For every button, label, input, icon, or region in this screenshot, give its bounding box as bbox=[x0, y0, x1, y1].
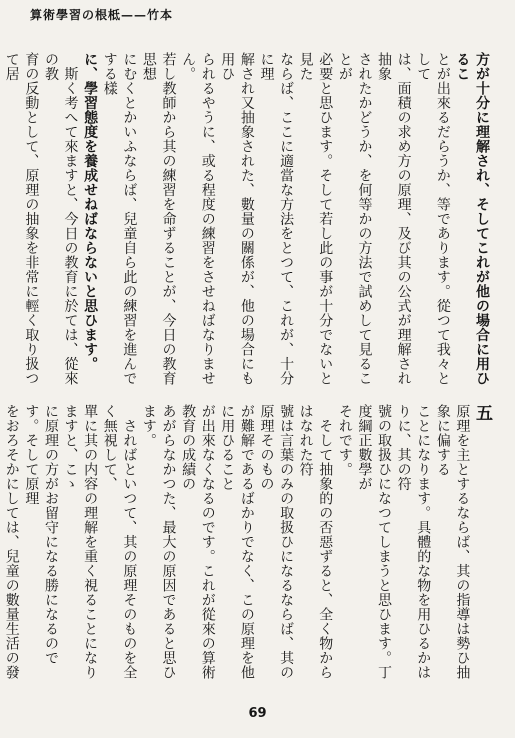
text-column: 號は言葉のみの取扱ひになるならば、其の原理そのもの bbox=[258, 404, 295, 680]
text-column: が難解であるばかりでなく、この原理を他に用ひること bbox=[219, 404, 255, 680]
text-column: あがらなかつた、最大の原因であると思ひます。 bbox=[140, 404, 177, 680]
text-column bbox=[0, 52, 1, 392]
text-column: されたかどうか、を何等かの方法で試めして見ることが bbox=[336, 52, 373, 386]
text-column: 解され又抽象された、數量の關係が、他の場合にも用ひ bbox=[219, 52, 255, 386]
text-column: 育の反動として、原理の抽象を非常に輕く取り扱つて居 bbox=[3, 52, 40, 386]
text-column: 方が十分に理解され、そしてこれが他の場合に用ひるこ bbox=[454, 52, 490, 386]
text-column: ならば、ここに適當な方法をとつて、これが、十分に理 bbox=[258, 52, 295, 386]
text-column: にむくとかいふならば、兒童自ら此の練習を進んでする樣 bbox=[101, 52, 138, 386]
text-column: に、學習態度を養成せねばならないと思ひます。 bbox=[82, 52, 99, 371]
text-column: とが出來るだらうか、等であります。從つて我々として bbox=[415, 52, 451, 386]
running-header: 算術學習の根柢——竹本 bbox=[30, 8, 174, 22]
text-column: 單に其の内容の理解を重く視ることになりますと、こゝ bbox=[62, 404, 99, 680]
text-column: それです。 bbox=[336, 404, 353, 477]
text-column: ことになります。具體的な物を用ひるかはりに、其の符 bbox=[395, 404, 432, 680]
text-column: られるやうに、或る程度の練習をさせねばなりません。 bbox=[180, 52, 216, 386]
page-number: 69 bbox=[248, 706, 267, 721]
text-column: は、面積の求め方の原理、及び其の公式が理解され抽象 bbox=[376, 52, 412, 386]
text-column: 斯く考へて來ますと、今日の教育に於ては、從來の教 bbox=[42, 52, 79, 386]
text-column: が出來なくなるのです。これが從來の算術教育の成績の bbox=[180, 404, 216, 680]
text-column: 必要と思ひます。そして若し此の事が十分でないと見た bbox=[297, 52, 334, 386]
upper-text-block bbox=[3, 52, 491, 392]
text-column: そして抽象的の否惡ずると、全く物からはなれた符 bbox=[297, 404, 334, 680]
text-column: をおろそかにしては、兒童の數量生活の發 bbox=[3, 404, 20, 680]
lower-text-block bbox=[3, 404, 492, 690]
section-heading: 五 bbox=[472, 404, 492, 422]
text-column: 若し教師から其の練習を命ずることが、今日の教育思想 bbox=[140, 52, 177, 386]
text-column: 號の取扱ひになつてしまうと思ひます。丁度綱正數學が bbox=[356, 404, 393, 680]
text-column: に原理の方がお留守になる勝になるのです。そして原理 bbox=[23, 404, 59, 665]
text-column: さればといつて、其の原理そのものを全く無視して、 bbox=[101, 404, 138, 680]
text-column: 原理を主とするならば、其の指導は勢ひ抽象に偏する bbox=[434, 404, 471, 680]
